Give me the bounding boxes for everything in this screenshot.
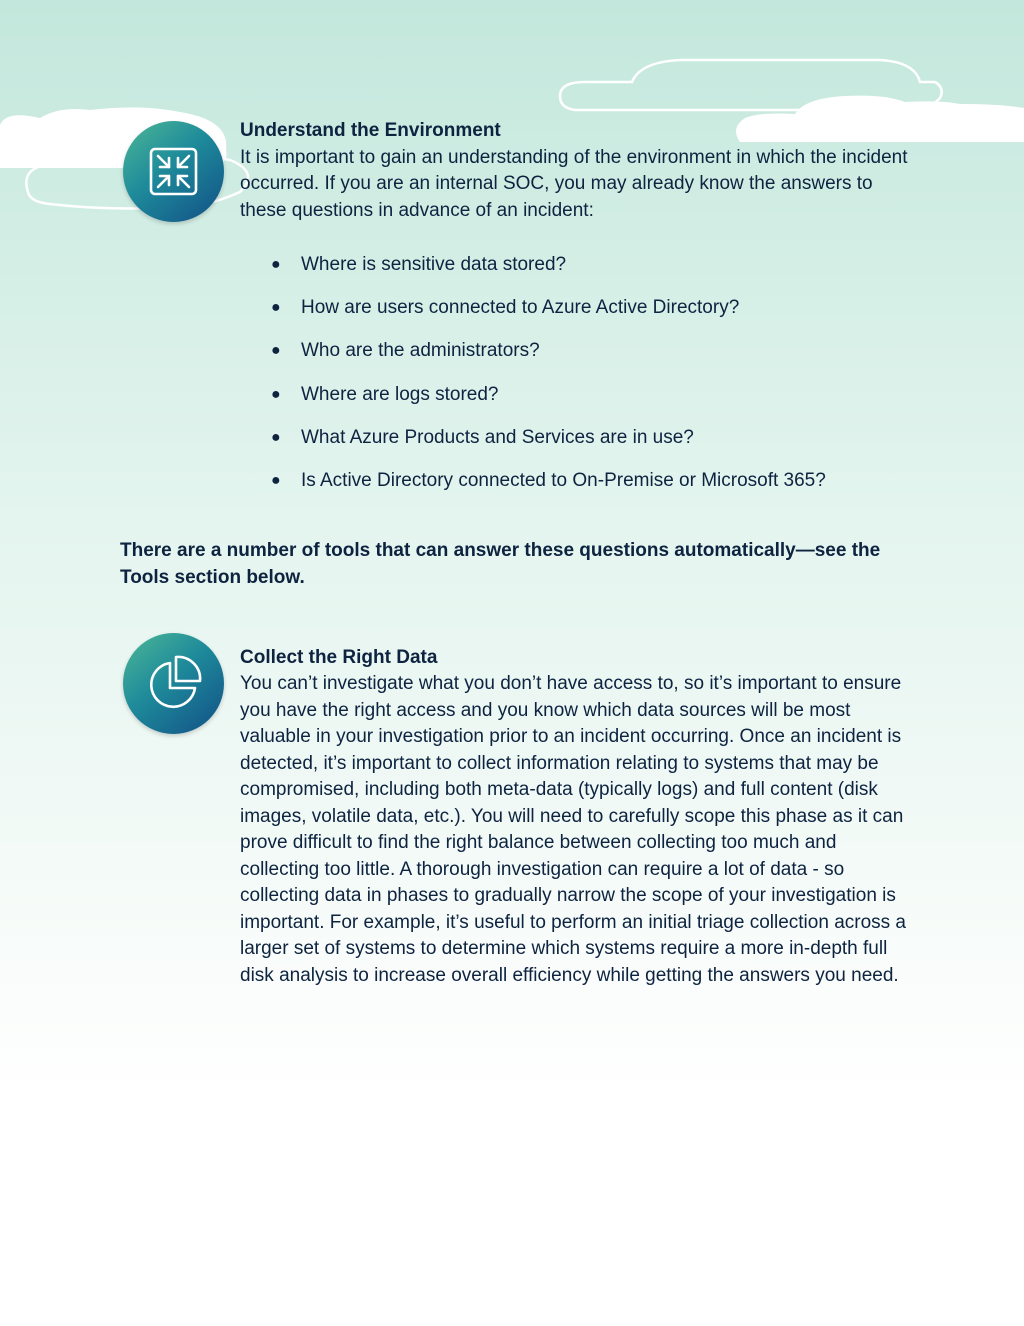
section-understand-environment — [240, 118, 920, 224]
list-item-text: What Azure Products and Services are in use? — [301, 426, 694, 448]
pie-chart-icon — [123, 633, 224, 734]
collapse-arrows-icon — [123, 121, 224, 222]
list-item-text: How are users connected to Azure Active Directory? — [301, 297, 740, 319]
tools-callout: There are a number of tools that can answer these questions automatically—see the Tools section below. — [120, 540, 881, 588]
list-item: ● Where is sensitive data stored? — [271, 254, 567, 275]
list-item-text: Where are logs stored? — [301, 383, 499, 405]
list-item: ● What Azure Products and Services are in use? — [271, 426, 694, 448]
list-item-text: Where is sensitive data stored? — [301, 254, 567, 275]
list-item: ● Is Active Directory connected to On-Premise or Microsoft 365? — [271, 469, 826, 491]
section-body: It is important to gain an understanding of the environment in which the incident occurred. If you are an internal SOC, you may already know the answers to these questions in advance of an incident: — [240, 146, 908, 221]
list-item: ● Who are the administrators? — [271, 340, 540, 362]
question-list — [266, 252, 826, 511]
list-item-text: Is Active Directory connected to On-Premise or Microsoft 365? — [301, 469, 826, 491]
section-heading: Understand the Environment — [240, 120, 501, 141]
list-item: ● Where are logs stored? — [271, 383, 499, 405]
section-body: You can’t investigate what you don’t have access to, so it’s important to ensure you have the right access and you know which data sources will be most valuable in your investigation prior to an incident occurring. Once an incident is detected, it’s important to collect information relating to systems that may be compromised, including both meta-data (typically logs) and full content (disk images, volatile data, etc.). You will need to carefully scope this phase as it can prove difficult to find the right balance between collecting too much and collecting too little. A thorough investigation can require a lot of data - so collecting data in phases to gradually narrow the scope of your investigation is important. For example, it’s useful to perform an initial triage collection across a larger set of systems to determine which systems require a more in-depth full disk analysis to increase overall efficiency while getting the answers you need. — [240, 673, 907, 986]
list-item: ● How are users connected to Azure Active Directory? — [271, 297, 740, 319]
list-item-text: Who are the administrators? — [301, 340, 540, 362]
section-heading: Collect the Right Data — [240, 646, 438, 668]
section-collect-data — [240, 645, 920, 990]
